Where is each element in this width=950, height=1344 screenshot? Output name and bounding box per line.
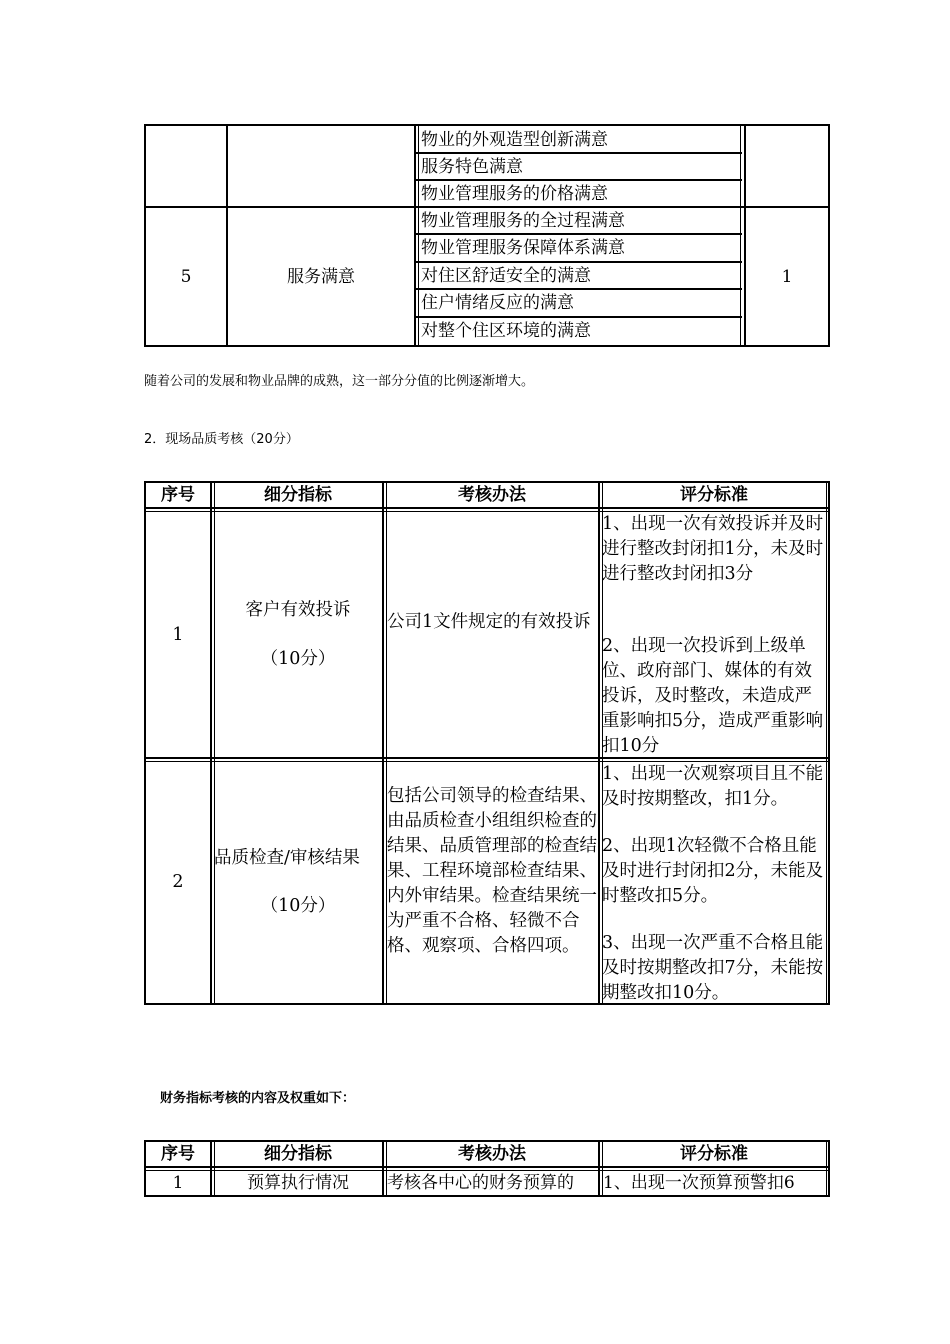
paragraph: 随着公司的发展和物业品牌的成熟，这一部分分值的比例逐渐增大。 bbox=[144, 374, 535, 389]
table-cell-number: 5 bbox=[180, 267, 192, 287]
table-cell-method: 包括公司领导的检查结果、由品质检查小组组织检查的结果、品质管理部的检查结果、工程环境部检查结果、内外审结果。检查结果统一为严重不合格、轻微不合格、观察项、合格四项。 bbox=[387, 786, 597, 956]
table-cell-indicator: 客户有效投诉 bbox=[245, 600, 351, 620]
table-header-criteria: 评分标准 bbox=[680, 485, 748, 505]
table-cell-indicator: 服务满意 bbox=[287, 267, 355, 287]
table-cell-indicator: 预算执行情况 bbox=[247, 1173, 349, 1193]
table-cell-item: 对整个住区环境的满意 bbox=[421, 321, 591, 341]
table-cell-number: 1 bbox=[172, 1173, 184, 1193]
table-cell-method: 考核各中心的财务预算的 bbox=[387, 1173, 574, 1193]
table-cell-item: 物业的外观造型创新满意 bbox=[421, 130, 608, 150]
table-cell-item: 物业管理服务的全过程满意 bbox=[421, 211, 625, 231]
table-cell-number: 1 bbox=[172, 625, 184, 645]
table-cell-criteria: 1、出现一次有效投诉并及时进行整改封闭扣1分，未及时进行整改封闭扣3分 bbox=[602, 514, 824, 584]
table-cell-item: 服务特色满意 bbox=[421, 157, 523, 177]
table-header-indicator: 细分指标 bbox=[264, 1144, 332, 1164]
table-cell-points: （10分） bbox=[260, 649, 336, 669]
section-heading: 2．现场品质考核（20分） bbox=[144, 432, 299, 447]
table-header-number: 序号 bbox=[161, 485, 195, 505]
table-cell-criteria: 1、出现一次预算预警扣6 bbox=[603, 1173, 795, 1193]
table-header-number: 序号 bbox=[161, 1144, 195, 1164]
table-cell-method: 公司1文件规定的有效投诉 bbox=[387, 612, 591, 632]
table-cell-item: 对住区舒适安全的满意 bbox=[421, 266, 591, 286]
table-cell-item: 物业管理服务保障体系满意 bbox=[421, 238, 625, 258]
table-header-method: 考核办法 bbox=[458, 485, 526, 505]
table-cell-criteria: 2、出现一次投诉到上级单位、政府部门、媒体的有效投诉，及时整改，未造成严重影响扣5分，造成严重影响扣10分 bbox=[602, 636, 824, 756]
table-cell-criteria: 1、出现一次观察项目且不能及时按期整改，扣1分。 bbox=[602, 764, 824, 809]
table-header-criteria: 评分标准 bbox=[680, 1144, 748, 1164]
table-cell-item: 住户情绪反应的满意 bbox=[421, 293, 574, 313]
table-cell-item: 物业管理服务的价格满意 bbox=[421, 184, 608, 204]
table-cell-criteria: 3、出现一次严重不合格且能及时按期整改扣7分，未能按期整改扣10分。 bbox=[602, 933, 824, 1003]
table-header-method: 考核办法 bbox=[458, 1144, 526, 1164]
table-header-indicator: 细分指标 bbox=[264, 485, 332, 505]
table-cell-weight: 1 bbox=[781, 267, 793, 287]
section-heading: 财务指标考核的内容及权重如下： bbox=[160, 1091, 356, 1106]
table-cell-points: （10分） bbox=[260, 896, 336, 916]
table-cell-number: 2 bbox=[172, 872, 184, 892]
table-cell-criteria: 2、出现1次轻微不合格且能及时进行封闭扣2分，未能及时整改扣5分。 bbox=[602, 836, 824, 906]
table-cell-indicator: 品质检查/审核结果 bbox=[214, 848, 360, 868]
